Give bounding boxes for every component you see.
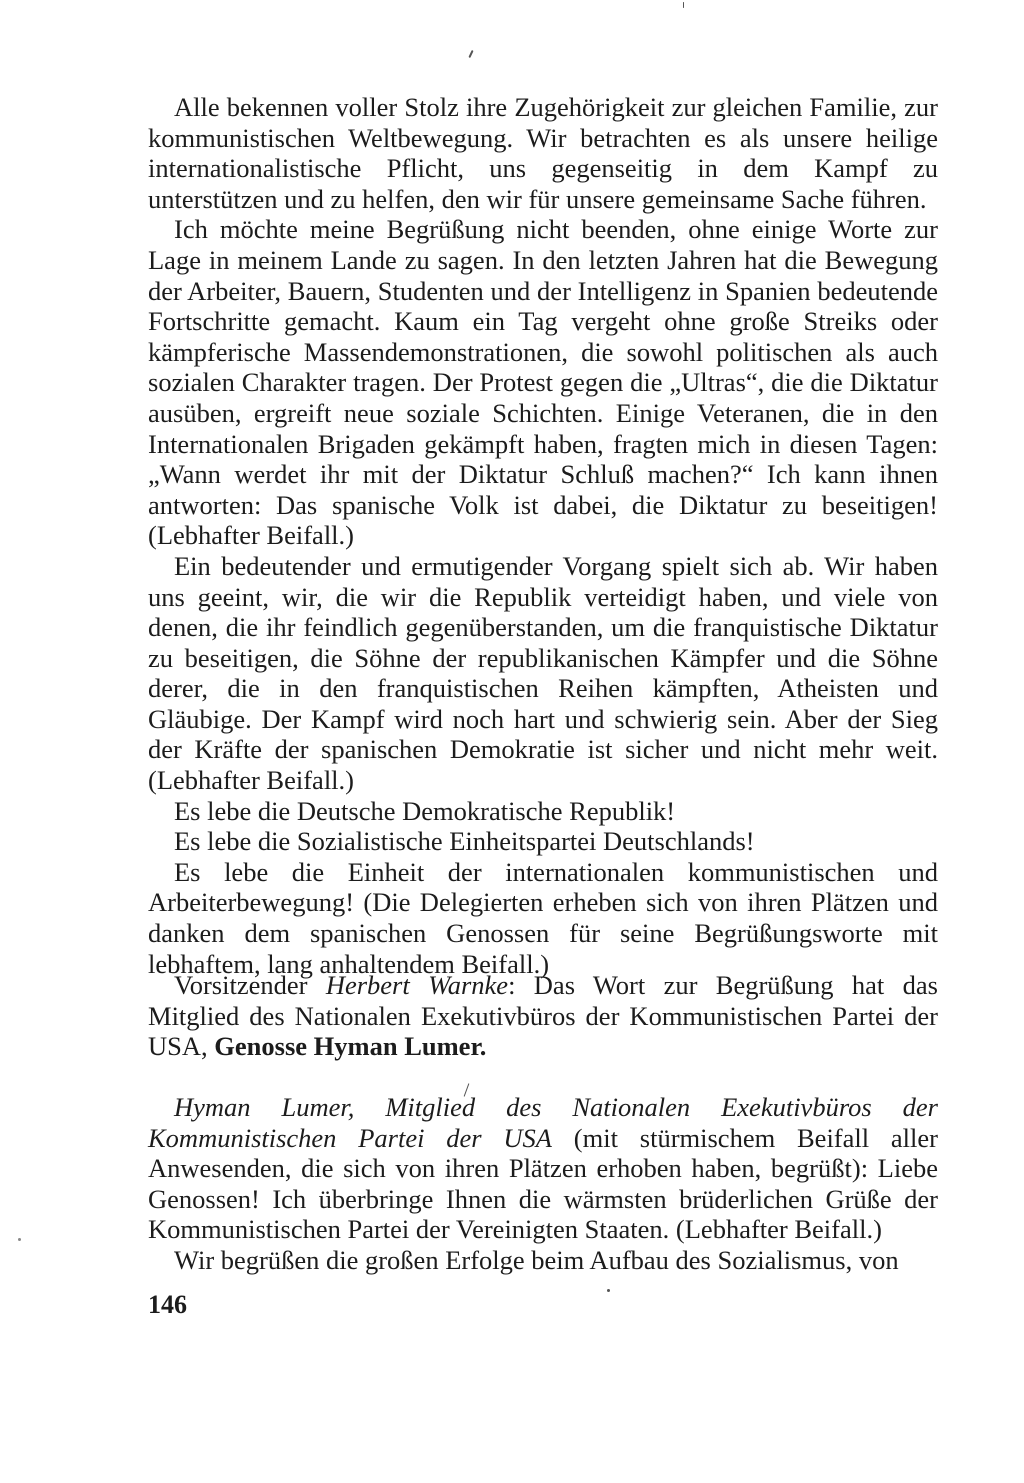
chair-announcement [148, 970, 938, 1062]
scan-speck [468, 50, 473, 58]
chair-speaker-name: Herbert Warnke [325, 970, 509, 1000]
usa-speaker-title: Hyman Lumer, Mitglied des Nationalen Exekutivbüros der Kommunistischen Partei der USA [148, 1092, 938, 1153]
speech-paragraph: Ich möchte meine Begrüßung nicht beenden, ohne einige Worte zur Lage in meinem Lande zu sagen. In den letzten Jahren hat die Bewegung der Arbeiter, Bauern, Studenten und der Intelligenz in Spanien bedeutende Fortschritte gemacht. Kaum ein Tag vergeht ohne große Streiks oder kämpferische Massendemonstrationen, die sowohl politischen als auch sozialen Charakter tragen. Der Protest gegen die „Ultras“, die die Diktatur ausüben, ergreift neue soziale Schichten. Einige Veteranen, die in den Internationalen Brigaden gekämpft haben, fragten mich in diesen Tagen: „Wann werdet ihr mit der Diktatur Schluß machen?“ Ich kann ihnen antworten: Das spanische Volk ist dabei, die Diktatur zu beseitigen! (Lebhafter Beifall.) [148, 214, 938, 551]
usa-continuation-paragraph: Wir begrüßen die großen Erfolge beim Aufbau des Sozialismus, von [174, 1244, 899, 1275]
guest-name: Genosse Hyman Lumer. [214, 1031, 487, 1062]
page-number: 146 [148, 1290, 187, 1319]
scan-speck [607, 1289, 610, 1292]
speech-paragraph: Es lebe die Sozialistische Einheitspartei Deutschlands! [174, 826, 755, 857]
speech-paragraph: Es lebe die Deutsche Demokratische Republik! [174, 795, 676, 826]
scan-speck [18, 1238, 21, 1241]
usa-intro-text: (mit stürmischem Beifall aller Anwesenden, die sich von ihren Plätzen erhoben haben, begrüßt): Liebe Genossen! Ich überbringe Ihnen die wärmsten brüderlichen Grüße der Kommunistischen Partei der Vereinigten Staaten. (Lebhafter Beifall.) [148, 1122, 938, 1245]
speech-paragraph: Ein bedeutender und ermutigender Vorgang spielt sich ab. Wir haben uns geeint, wir, die wir die Republik verteidigt haben, und viele von denen, die ihr feindlich gegenüberstanden, um die franquistische Diktatur zu beseitigen, die Söhne der republikanischen Kämpfer und die Söhne derer, die in den franquistischen Reihen kämpften, Atheisten und Gläubige. Der Kampf wird noch hart und schwierig sein. Aber der Sieg der Kräfte der spanischen Demokratie ist sicher und nicht mehr weit. (Lebhafter Beifall.) [148, 550, 938, 796]
spanish-speech [148, 92, 938, 979]
chair-text: : Das Wort zur Begrüßung hat das Mitglied des Nationalen Exekutivbüros der Kommunistischen Partei der USA, [148, 970, 938, 1062]
speech-paragraph: Alle bekennen voller Stolz ihre Zugehörigkeit zur gleichen Familie, zur kommunistischen Weltbewegung. Wir betrachten es als unsere heilige internationalistische Pflicht, uns gegenseitig in dem Kampf zu unterstützen und zu helfen, den wir für unsere gemeinsame Sache führen. [148, 92, 938, 214]
usa-intro-paragraph [148, 1092, 938, 1245]
speech-paragraph: Es lebe die Einheit der internationalen kommunistischen und Arbeiterbewegung! (Die Delegierten erheben sich von ihren Plätzen und danken dem spanischen Genossen für seine Begrüßungsworte mit lebhaftem, lang anhaltendem Beifall.) [148, 856, 938, 979]
scan-speck [683, 2, 684, 8]
chair-paragraph [148, 970, 938, 1062]
usa-speech [148, 1092, 938, 1276]
chair-prefix: Vorsitzender [174, 970, 326, 1000]
